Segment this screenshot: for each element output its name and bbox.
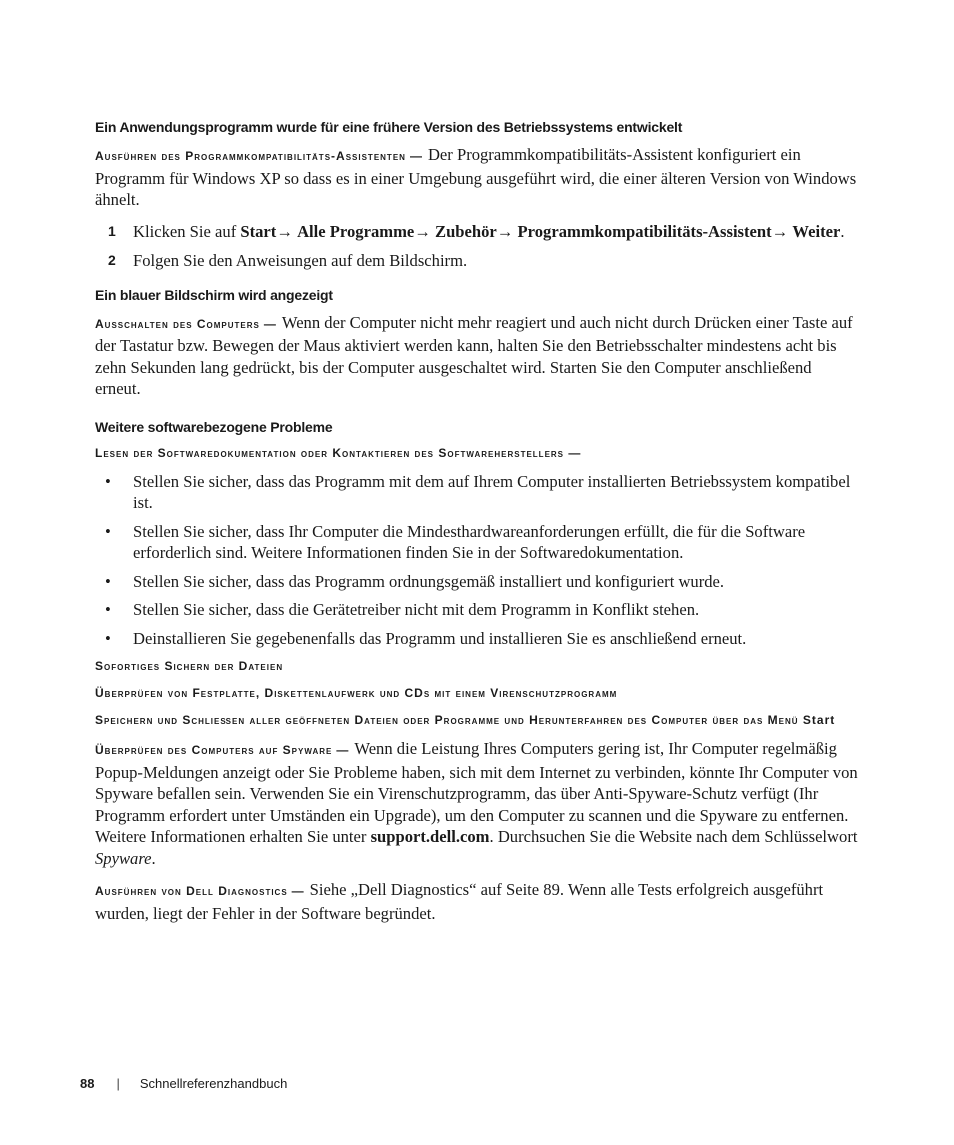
- spyware-dash: —: [336, 743, 349, 757]
- list-item: [95, 521, 859, 564]
- diagnostics-lead-title: Ausführen von Dell Diagnostics: [95, 884, 288, 898]
- bullet-icon: •: [105, 471, 111, 491]
- section-heading-compat: Ein Anwendungsprogramm wurde für eine frühere Version des Betriebssystems entwickelt: [95, 119, 683, 135]
- step-item: [95, 250, 859, 272]
- item-save-start: Start: [802, 713, 836, 727]
- other-lead: [95, 444, 859, 463]
- list-item: [95, 599, 859, 621]
- page-number: 88: [80, 1076, 95, 1091]
- list-item: [95, 471, 859, 514]
- support-link[interactable]: support.dell.com: [370, 827, 490, 846]
- list-item: [95, 571, 859, 593]
- section-heading-bluescreen: Ein blauer Bildschirm wird angezeigt: [95, 286, 333, 303]
- compat-paragraph: [95, 144, 859, 211]
- other-bullets: [95, 471, 859, 650]
- spyware-end: .: [151, 848, 156, 868]
- bullet-text: Stellen Sie sicher, dass Ihr Computer die Mindesthardwareanforderungen erfüllt, die für die Software erforderlich sind. Weitere Informationen finden Sie in der Softwaredokumentation.: [133, 521, 806, 562]
- bullet-icon: •: [105, 600, 111, 619]
- spyware-paragraph: [95, 738, 859, 869]
- bullet-text: Deinstallieren Sie gegebenenfalls das Programm und installieren Sie es anschließend erneut.: [133, 628, 747, 648]
- footer-separator: |: [116, 1076, 120, 1091]
- bullet-text: Stellen Sie sicher, dass das Programm mit dem auf Ihrem Computer installierten Betriebssystem kompatibel ist.: [133, 471, 851, 512]
- step2-text: Folgen Sie den Anweisungen auf dem Bildschirm.: [133, 251, 468, 270]
- item-virus-scan: Überprüfen von Festplatte, Diskettenlaufwerk und CDs mit einem Virenschutzprogramm: [95, 686, 618, 700]
- compat-lead-title: Ausführen des Programmkompatibilitäts-Assistenten: [95, 149, 406, 163]
- menu-path-start: Start: [240, 221, 277, 241]
- step1-prefix: Klicken Sie auf: [133, 221, 241, 241]
- item-backup: Sofortiges Sichern der Dateien: [95, 659, 284, 673]
- page-footer: [80, 1076, 287, 1091]
- section-heading-other: Weitere softwarebezogene Probleme: [95, 418, 333, 435]
- compat-steps: [95, 221, 859, 272]
- arrow-icon: →: [496, 221, 514, 241]
- arrow-icon: →: [771, 221, 789, 241]
- step-item: [95, 221, 859, 243]
- diagnostics-text: Siehe „Dell Diagnostics“ auf Seite 89. Wenn alle Tests erfolgreich ausgeführt wurden, liegt der Fehler in der Software begründet.: [95, 880, 824, 923]
- arrow-icon: →: [414, 221, 431, 241]
- bullet-icon: •: [105, 571, 111, 591]
- menu-path-next: Weiter: [792, 221, 841, 241]
- menu-path-all-programs: Alle Programme: [297, 221, 415, 241]
- bullet-text: Stellen Sie sicher, dass das Programm ordnungsgemäß installiert und konfiguriert wurde.: [133, 571, 725, 591]
- step-number: 2: [108, 252, 116, 268]
- spyware-text: Wenn die Leistung Ihres Computers gering ist, Ihr Computer regelmäßig Popup-Meldungen anzeigt oder Sie Probleme haben, sich mit dem Internet zu verbinden, könnte Ihr Computer von Spyware befallen sein. Verwenden Sie ein Virenschutzprogramm, das über Anti-Spyware-Schutz verfügt (Ihr Programm erfordert unter Umständen ein Upgrade), um den Computer zu scannen und die Spyware zu entfernen. Weitere Informationen erhalten Sie unter: [95, 739, 858, 846]
- bluescreen-lead-title: Ausschalten des Computers: [95, 316, 260, 331]
- compat-dash: —: [409, 149, 422, 163]
- spyware-lead-title: Überprüfen des Computers auf Spyware: [95, 743, 333, 757]
- spyware-keyword: Spyware: [95, 848, 152, 868]
- bullet-text: Stellen Sie sicher, dass die Gerätetreiber nicht mit dem Programm in Konflikt stehen.: [133, 600, 700, 619]
- menu-path-compat-wizard: Programmkompatibilitäts-Assistent: [517, 221, 772, 241]
- item-save-shutdown: [95, 711, 859, 730]
- menu-path-accessories: Zubehör: [435, 221, 497, 241]
- bluescreen-dash: —: [263, 316, 276, 331]
- footer-title: Schnellreferenzhandbuch: [139, 1076, 288, 1091]
- item-save-text: Speichern und Schließen aller geöffneten Dateien oder Programme und Herunterfahren des Computer über das Menü: [95, 713, 799, 727]
- step1-suffix: .: [840, 221, 845, 241]
- diagnostics-dash: —: [291, 884, 304, 898]
- bullet-icon: •: [105, 628, 111, 648]
- other-dash: —: [568, 445, 582, 460]
- page-content: [95, 118, 859, 934]
- bullet-icon: •: [105, 521, 111, 541]
- list-item: [95, 628, 859, 650]
- diagnostics-paragraph: [95, 879, 859, 924]
- spyware-text-after: . Durchsuchen Sie die Website nach dem Schlüsselwort: [489, 827, 858, 846]
- bluescreen-paragraph: [95, 312, 859, 400]
- arrow-icon: →: [276, 221, 293, 241]
- other-lead-title: Lesen der Softwaredokumentation oder Kontaktieren des Softwareherstellers: [95, 445, 565, 460]
- compat-lead-text: Der Programmkompatibilitäts-Assistent konfiguriert ein Programm für Windows XP so dass es in einer Umgebung ausgeführt wird, die einer älteren Version von Windows ähnelt.: [95, 145, 857, 209]
- step-number: 1: [108, 222, 116, 239]
- bluescreen-lead-text: Wenn der Computer nicht mehr reagiert und auch nicht durch Drücken einer Taste auf der Tastatur bzw. Bewegen der Maus aktiviert werden kann, halten Sie den Betriebsschalter mindestens acht bis zehn Sekunden lang gedrückt, bis der Computer ausgeschaltet wird. Starten Sie den Computer anschließend erneut.: [95, 312, 853, 398]
